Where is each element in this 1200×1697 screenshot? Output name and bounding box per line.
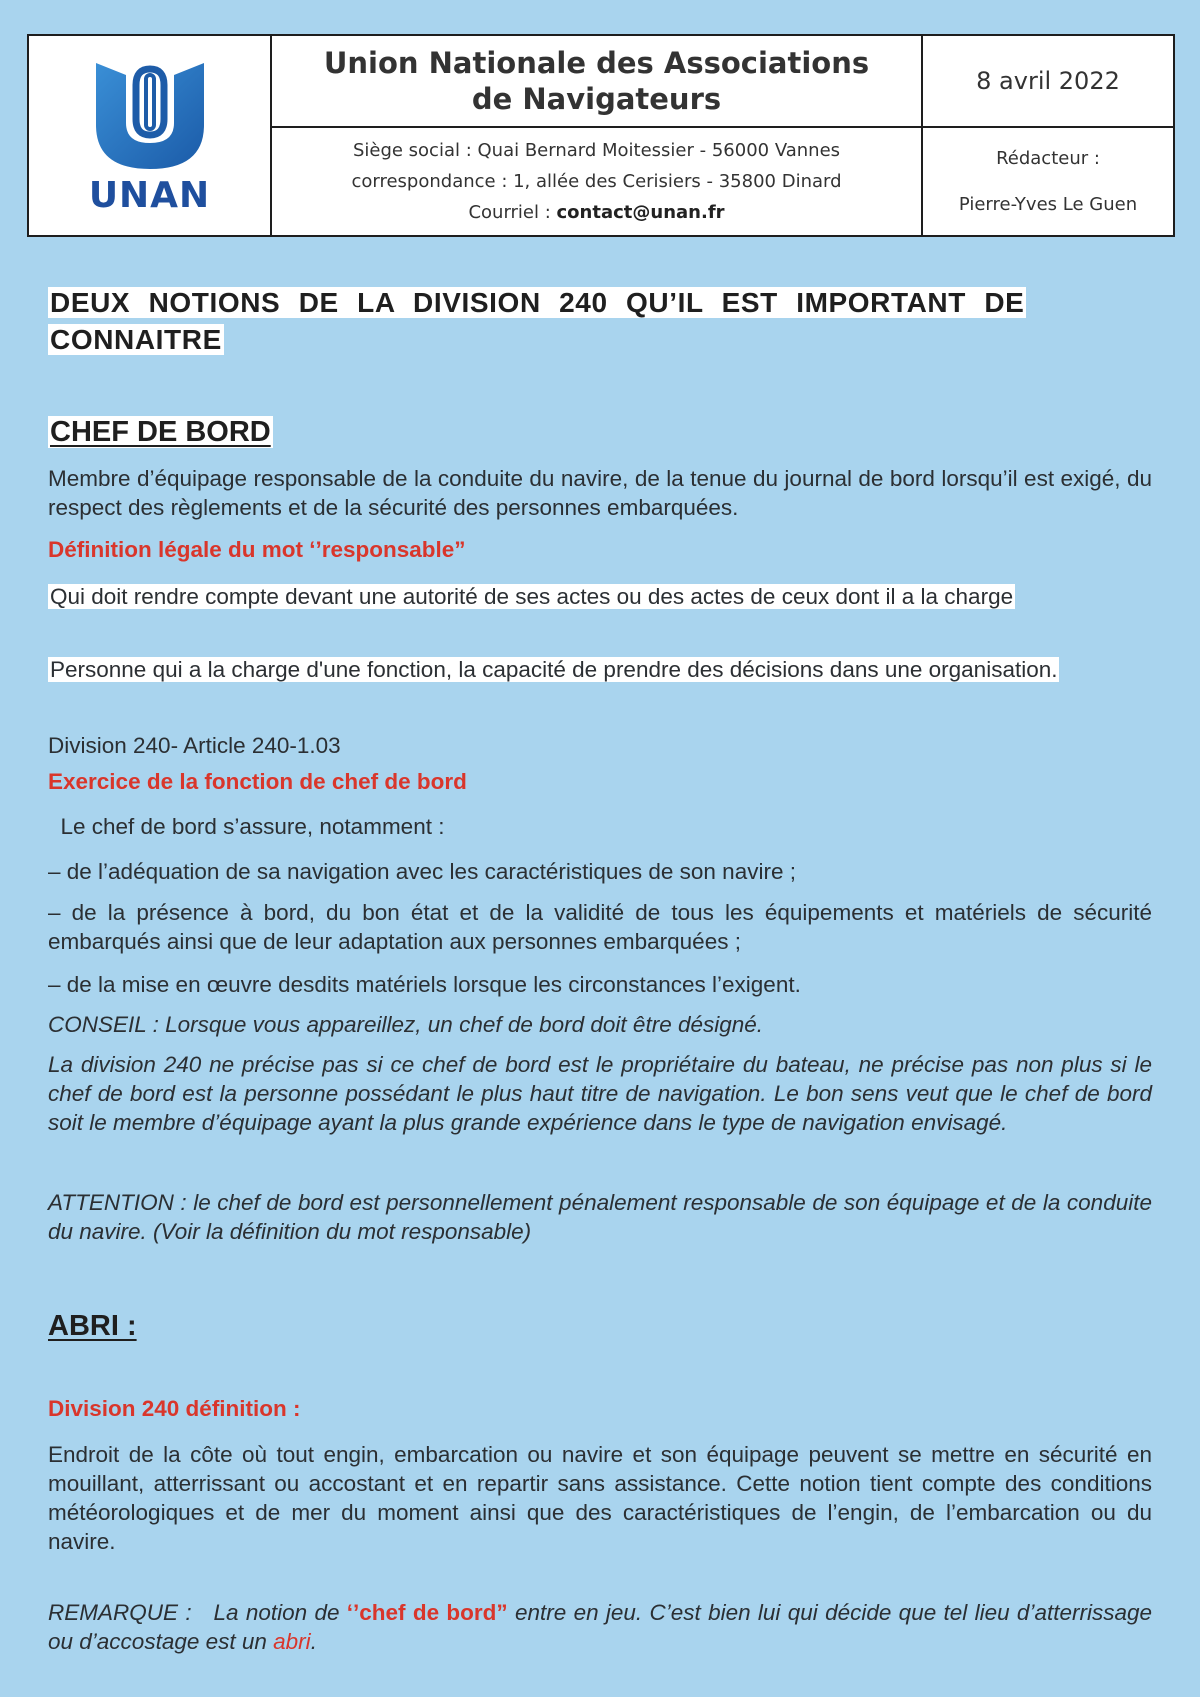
abri-definition-heading: Division 240 définition : bbox=[48, 1396, 301, 1421]
email-label: Courriel : bbox=[468, 202, 557, 223]
legal-definition-2: Personne qui a la charge d'une fonction, la capacité de prendre des décisions dans une organisation. bbox=[50, 657, 1058, 682]
exercise-item-2: – de la présence à bord, du bon état et de la validité de tous les équipements et matériels de sécurité embarqués ainsi que de leur adaptation aux personnes embarquées ; bbox=[48, 900, 1152, 954]
remarque-note: REMARQUE : La notion de ‘’chef de bord” entre en jeu. C’est bien lui qui décide que tel lieu d’atterrissage ou d’accostage est un abri. bbox=[48, 1600, 1152, 1654]
chef-de-bord-definition: Membre d’équipage responsable de la conduite du navire, de la tenue du journal de bord lorsqu’il est exigé, du respect des règlements et de la sécurité des personnes embarquées. bbox=[48, 466, 1152, 520]
organization-name bbox=[272, 36, 923, 128]
document-title bbox=[48, 284, 1152, 358]
article-reference: Division 240- Article 240-1.03 bbox=[48, 733, 341, 758]
unan-logo-icon bbox=[90, 55, 210, 171]
letterhead bbox=[27, 34, 1175, 237]
exercise-item-1: – de l’adéquation de sa navigation avec les caractéristiques de son navire ; bbox=[48, 859, 796, 884]
section-heading-abri: ABRI : bbox=[48, 1310, 137, 1342]
legal-definition-1: Qui doit rendre compte devant une autorité de ses actes ou des actes de ceux dont il a la charge bbox=[50, 584, 1014, 609]
email-line bbox=[468, 197, 724, 228]
author-name: Pierre-Yves Le Guen bbox=[958, 193, 1138, 215]
attention-note: ATTENTION : le chef de bord est personnellement pénalement responsable de son équipage et de la conduite du navire. (Voir la définition du mot responsable) bbox=[48, 1190, 1152, 1244]
document-date: 8 avril 2022 bbox=[923, 36, 1173, 128]
remark-abri: abri bbox=[273, 1629, 311, 1654]
exercise-item-3: – de la mise en œuvre desdits matériels lorsque les circonstances l’exigent. bbox=[48, 972, 801, 997]
title-line2: CONNAITRE bbox=[50, 324, 222, 355]
unan-logo bbox=[29, 36, 272, 235]
org-name-line2: de Navigateurs bbox=[471, 82, 722, 116]
address-line2: correspondance : 1, allée des Cerisiers - 35800 Dinard bbox=[351, 171, 842, 192]
author-block bbox=[923, 128, 1173, 235]
exercise-heading: Exercice de la fonction de chef de bord bbox=[48, 769, 467, 794]
email-link[interactable]: contact@unan.fr bbox=[556, 202, 725, 223]
author-label: Rédacteur : bbox=[996, 147, 1100, 169]
remark-chef-de-bord: ‘’chef de bord” bbox=[346, 1600, 508, 1625]
exercise-intro: Le chef de bord s’assure, notamment : bbox=[48, 814, 445, 839]
chef-de-bord-paragraph: La division 240 ne précise pas si ce chef de bord est le propriétaire du bateau, ne précise pas non plus si le chef de bord est la personne possédant le plus haut titre de navigation. Le bon sens veut que le chef de bord soit le membre d’équipage ayant la plus grande expérience dans le type de navigation envisagé. bbox=[48, 1052, 1152, 1135]
address-block bbox=[272, 128, 923, 235]
title-line1: DEUX NOTIONS DE LA DIVISION 240 QU’IL EST IMPORTANT DE bbox=[50, 287, 1025, 318]
logo-text: UNAN bbox=[88, 175, 211, 216]
org-name-line1: Union Nationale des Associations bbox=[323, 46, 870, 80]
abri-definition: Endroit de la côte où tout engin, embarcation ou navire et son équipage peuvent se mettre en sécurité en mouillant, atterrissant ou accostant et en repartir sans assistance. Cette notion tient compte des conditions météorologiques et de mer du moment ainsi que des caractéristiques de l’engin, de l’embarcation ou du navire. bbox=[48, 1442, 1152, 1554]
conseil-note: CONSEIL : Lorsque vous appareillez, un chef de bord doit être désigné. bbox=[48, 1012, 764, 1037]
legal-definition-heading: Définition légale du mot ‘’responsable” bbox=[48, 537, 466, 562]
address-line1: Siège social : Quai Bernard Moitessier - 56000 Vannes bbox=[352, 140, 841, 161]
section-heading-chef-de-bord: CHEF DE BORD bbox=[50, 416, 271, 448]
